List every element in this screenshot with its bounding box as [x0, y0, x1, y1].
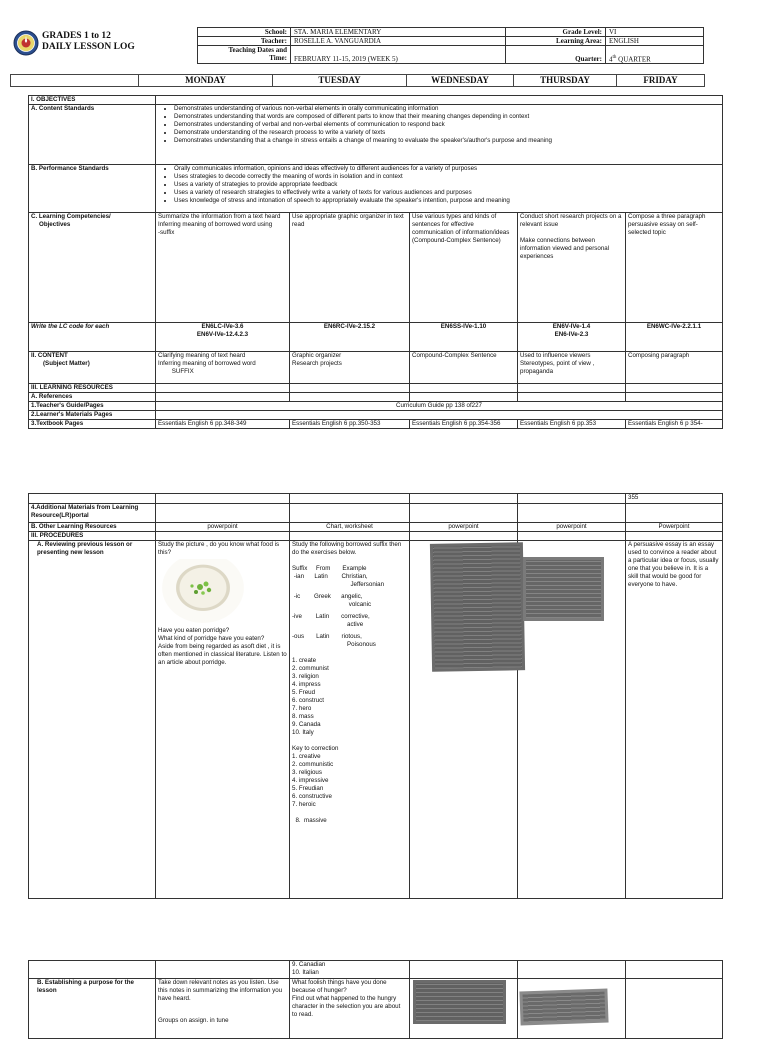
performance-standards-label: B. Performance Standards	[29, 165, 156, 213]
day-tuesday: TUESDAY	[273, 75, 407, 87]
other-tuesday: Chart, worksheet	[290, 523, 410, 532]
empty-cell	[410, 532, 518, 541]
days-header	[10, 74, 705, 87]
teachers-guide-label: 1.Teacher's Guide/Pages	[29, 402, 156, 411]
list-item: • Uses knowledge of stress and intonation of speech to appropriately evaluate the speaker's intention, purpose and meaning	[174, 197, 720, 205]
purpose-monday	[156, 979, 290, 1039]
day-thursday: THURSDAY	[514, 75, 617, 87]
teacher-value: ROSELLE A. VANGUARDIA	[291, 37, 506, 46]
book-page-photo	[523, 557, 604, 621]
list-item: 5. Freud	[292, 689, 316, 696]
learning-resources-label: III. LEARNING RESOURCES	[29, 384, 156, 393]
empty-cell	[518, 384, 626, 393]
content-wednesday: Compound-Complex Sentence	[410, 352, 518, 384]
book-page-photo	[519, 988, 608, 1025]
list-item: 10. Italy	[292, 729, 314, 736]
deped-seal-icon	[13, 30, 39, 56]
purpose-monday-cut: Groups on assign. in tune	[158, 1017, 229, 1024]
empty-cell	[626, 532, 723, 541]
competency-monday: Summarize the information from a text heard Inferring meaning of borrowed word using -suffix	[156, 213, 290, 323]
teachers-guide-value: Curriculum Guide pp 138 of227	[156, 402, 723, 411]
header-info-table	[197, 27, 704, 64]
empty-cell	[626, 961, 723, 979]
competencies-label	[29, 213, 156, 323]
lc-code-monday: EN6LC-IVe-3.6 EN6V-IVe-12.4.2.3	[156, 323, 290, 352]
objectives-heading: I. OBJECTIVES	[29, 96, 156, 105]
lc-code-wednesday: EN6SS-IVe-1.10	[410, 323, 518, 352]
competency-thursday: Conduct short research projects on a relevant issue Make connections between information viewed and personal experiences	[518, 213, 626, 323]
empty-cell	[156, 494, 290, 504]
school-label: School:	[198, 28, 291, 37]
review-tuesday	[290, 541, 410, 899]
competencies-label-line1: C. Learning Competencies/	[31, 213, 111, 220]
learners-materials-label: 2.Learner's Materials Pages	[29, 411, 156, 420]
grade-value: VI	[606, 28, 704, 37]
list-item: • Uses a variety of research strategies to effectively write a variety of texts for various audiences and purposes	[174, 189, 720, 197]
empty-cell	[29, 494, 156, 504]
suffix-header: Suffix From Example	[292, 565, 367, 572]
day-monday: MONDAY	[139, 75, 273, 87]
purpose-monday-text: Take down relevant notes as you listen. Use this notes in summarizing the information you have heard.	[158, 979, 283, 1002]
textbook-thursday: Essentials English 6 pp.353	[518, 420, 626, 429]
other-friday: Powerpoint	[626, 523, 723, 532]
dates-label	[198, 46, 291, 64]
day-wednesday: WEDNESDAY	[407, 75, 514, 87]
school-value: STA. MARIA ELEMENTARY	[291, 28, 506, 37]
other-thursday: powerpoint	[518, 523, 626, 532]
list-item: 4. impress	[292, 681, 321, 688]
purpose-tuesday: What foolish things have you done because of hunger? Find out what happened to the hungry character in the selection you are about to read.	[290, 979, 410, 1039]
content-standards-cell	[156, 105, 723, 165]
competencies-label-line2: Objectives	[39, 221, 71, 228]
empty-cell	[518, 961, 626, 979]
purpose-friday	[626, 979, 723, 1039]
review-label: A. Reviewing previous lesson or presenting new lesson	[29, 541, 156, 899]
purpose-table	[28, 960, 723, 1039]
book-page-photo	[430, 542, 525, 672]
list-item: 2. communist	[292, 665, 329, 672]
empty-cell	[156, 504, 290, 523]
list-item: 5. Freudian	[292, 785, 324, 792]
key-list	[292, 753, 407, 825]
review-friday: A persuasive essay is an essay used to convince a reader about a particular idea or focus, usually one that you believe in. It is a skill that would be good for everyone to have.	[626, 541, 723, 899]
empty-cell	[156, 393, 290, 402]
competency-wednesday: Use various types and kinds of sentences for effective communication of information/ideas (Compound-Complex Sentence)	[410, 213, 518, 323]
list-item: • Demonstrates understanding of verbal and non-verbal elements of communication to respond back	[174, 121, 720, 129]
content-friday: Composing paragraph	[626, 352, 723, 384]
list-item: • Demonstrates understanding that words are composed of different parts to know that their meaning changes depending in context	[174, 113, 720, 121]
area-value: ENGLISH	[606, 37, 704, 46]
empty-cell	[518, 494, 626, 504]
objectives-blank	[156, 96, 723, 105]
review-monday	[156, 541, 290, 899]
empty-cell	[626, 504, 723, 523]
empty-cell	[290, 504, 410, 523]
list-item: • Uses strategies to decode correctly the meaning of words in isolation and in context	[174, 173, 720, 181]
list-item: 6. construct	[292, 697, 324, 704]
resources-procedures-table	[28, 493, 723, 899]
empty-cell	[290, 393, 410, 402]
list-item: 6. constructive	[292, 793, 332, 800]
empty-cell	[156, 384, 290, 393]
quarter-value: 4th QUARTER	[606, 46, 704, 64]
textbook-label: 3.Textbook Pages	[29, 420, 156, 429]
content-label-line1: II. CONTENT	[31, 352, 68, 359]
lc-code-tuesday: EN6RC-IVe-2.15.2	[290, 323, 410, 352]
list-item: • Demonstrates understanding that a change in stress entails a change of meaning to evaluate the speaker's/author's purpose and meaning	[174, 137, 720, 145]
textbook-friday: Essentials English 6 p 354-	[626, 420, 723, 429]
suffix-row: -ive Latin corrective, active	[292, 613, 370, 628]
dates-label-line2: Time:	[269, 54, 287, 62]
grade-label: Grade Level:	[506, 28, 606, 37]
monday-after-text: Have you eaten porridge? What kind of porridge have you eaten? Aside from being regarded as asoft diet , it is often mentioned in classical literature. Listen to an article about porridge.	[158, 627, 287, 666]
key-cont-cell	[290, 961, 410, 979]
list-item: 3. religious	[292, 769, 322, 776]
day-friday: FRIDAY	[617, 75, 705, 87]
list-item: • Uses a variety of strategies to provide appropriate feedback	[174, 181, 720, 189]
lc-code-thursday: EN6V-IVe-1.4 EN6-IVe-2.3	[518, 323, 626, 352]
key-label: Key to correction	[292, 745, 339, 752]
content-monday: Clarifying meaning of text heard Inferring meaning of borrowed word SUFFIX	[156, 352, 290, 384]
empty-cell	[626, 393, 723, 402]
other-resources-label: B. Other Learning Resources	[29, 523, 156, 532]
learners-materials-value	[156, 411, 723, 420]
empty-cell	[410, 504, 518, 523]
book-page-photo	[413, 980, 506, 1024]
textbook-tuesday: Essentials English 6 pp.350-353	[290, 420, 410, 429]
empty-cell	[626, 384, 723, 393]
empty-cell	[156, 532, 290, 541]
lc-code-label: Write the LC code for each	[29, 323, 156, 352]
empty-cell	[518, 532, 626, 541]
suffix-row: -ous Latin riotous, Poisonous	[292, 633, 376, 648]
empty-cell	[290, 532, 410, 541]
competency-friday: Compose a three paragraph persuasive essay on self-selected topic	[626, 213, 723, 323]
list-item: 2. communistic	[292, 761, 334, 768]
monday-question: Study the picture , do you know what food is this?	[158, 541, 280, 556]
competency-tuesday: Use appropriate graphic organizer in text read	[290, 213, 410, 323]
quarter-label: Quarter:	[506, 46, 606, 64]
list-item: 9. Canada	[292, 721, 321, 728]
area-label: Learning Area:	[506, 37, 606, 46]
textbook-friday-cont: 355	[626, 494, 723, 504]
teacher-label: Teacher:	[198, 37, 291, 46]
content-label-line2: (Subject Matter)	[43, 360, 90, 367]
header-title-line1: GRADES 1 to 12	[42, 31, 111, 41]
list-item: 8. mass	[292, 713, 314, 720]
list-item: • Orally communicates information, opinions and ideas effectively to different audiences for a variety of purposes	[174, 165, 720, 173]
list-item: 3. religion	[292, 673, 319, 680]
content-standards-label: A. Content Standards	[29, 105, 156, 165]
header-title-line2: DAILY LESSON LOG	[42, 42, 135, 52]
other-wednesday: powerpoint	[410, 523, 518, 532]
procedures-label: III. PROCEDURES	[29, 532, 156, 541]
list-item: • Demonstrate understanding of the research process to write a variety of texts	[174, 129, 720, 137]
content-label	[29, 352, 156, 384]
list-item: 9. Canadian	[292, 961, 326, 968]
empty-cell	[410, 961, 518, 979]
content-standards-list	[158, 105, 720, 145]
empty-cell	[410, 494, 518, 504]
lc-code-friday: EN6WC-IVe-2.2.1.1	[626, 323, 723, 352]
porridge-photo	[162, 559, 244, 623]
textbook-monday: Essentials English 6 pp.348-349	[156, 420, 290, 429]
list-item: 7. hero	[292, 705, 312, 712]
references-label: A. References	[29, 393, 156, 402]
tuesday-intro: Study the following borrowed suffix then do the exercises below.	[292, 541, 402, 556]
purpose-label: B. Establishing a purpose for the lesson	[29, 979, 156, 1039]
other-monday: powerpoint	[156, 523, 290, 532]
header-title	[42, 31, 135, 53]
objectives-table	[28, 95, 723, 429]
list-item: 7. heroic	[292, 801, 316, 808]
empty-cell	[518, 504, 626, 523]
empty-cell	[29, 961, 156, 979]
empty-cell	[518, 393, 626, 402]
list-item: 10. Italian	[292, 969, 319, 976]
list-item: 4. impressive	[292, 777, 329, 784]
performance-standards-list	[158, 165, 720, 205]
list-item: 8. massive	[292, 817, 327, 824]
suffix-row: -ian Latin Christian, Jeffersonian	[293, 573, 385, 588]
empty-cell	[156, 961, 290, 979]
content-thursday: Used to influence viewers Stereotypes, point of view , propaganda	[518, 352, 626, 384]
empty-cell	[290, 384, 410, 393]
exercise-list	[292, 657, 407, 737]
dates-value: FEBRUARY 11-15, 2019 (WEEK 5)	[291, 46, 506, 64]
empty-cell	[290, 494, 410, 504]
list-item: 1. create	[292, 657, 317, 664]
content-tuesday: Graphic organizer Research projects	[290, 352, 410, 384]
additional-materials-label: 4.Additional Materials from Learning Resource(LR)portal	[29, 504, 156, 523]
performance-standards-cell	[156, 165, 723, 213]
list-item: 1. creative	[292, 753, 321, 760]
textbook-wednesday: Essentials English 6 pp.354-356	[410, 420, 518, 429]
list-item: • Demonstrates understanding of various non-verbal elements in orally communicating information	[174, 105, 720, 113]
empty-cell	[410, 384, 518, 393]
days-spacer	[11, 75, 139, 87]
dates-label-line1: Teaching Dates and	[228, 46, 287, 54]
suffix-row: -ic Greek angelic, volcanic	[293, 593, 372, 608]
empty-cell	[410, 393, 518, 402]
